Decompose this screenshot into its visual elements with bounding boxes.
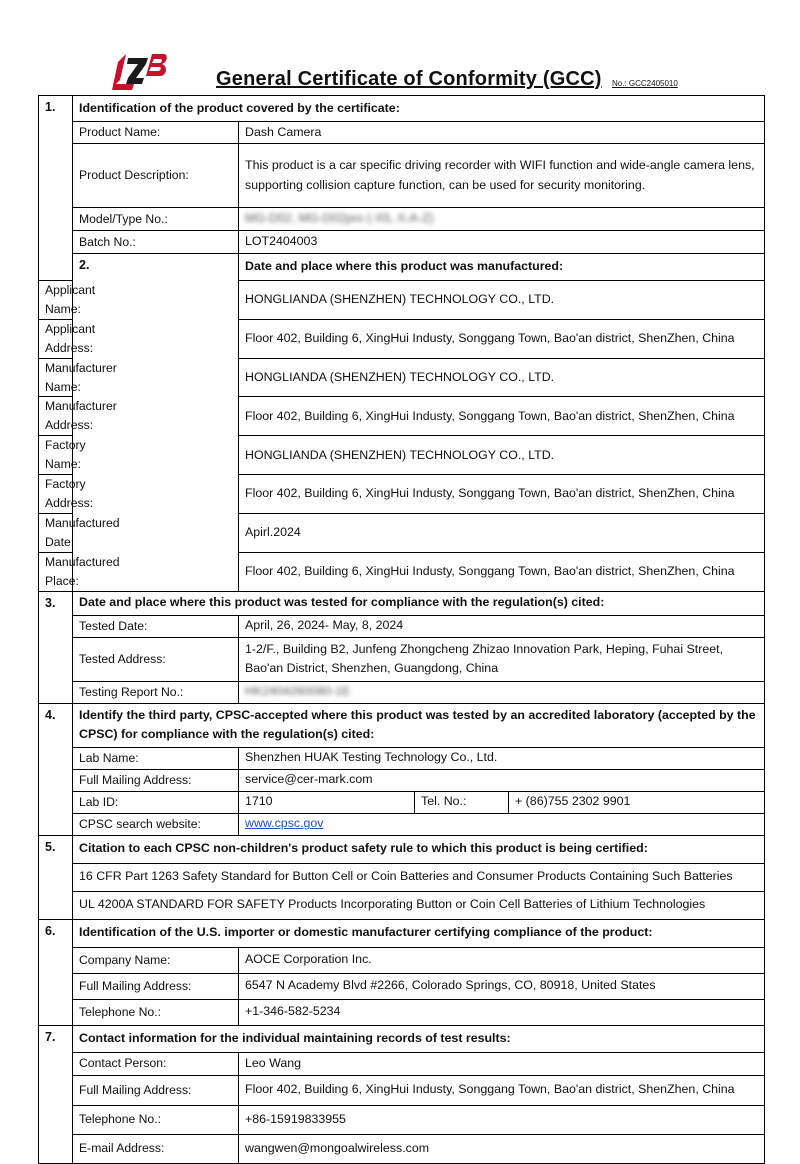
field-label: Full Mailing Address:	[73, 769, 239, 791]
field-label: Factory Name:	[39, 436, 73, 475]
section-number: 4.	[39, 703, 73, 835]
section-heading: Date and place where this product was manufactured:	[239, 254, 765, 281]
factory-address-value: Floor 402, Building 6, XingHui Industy, Songgang Town, Bao'an district, ShenZhen, China	[239, 475, 765, 514]
importer-address-value: 6547 N Academy Blvd #2266, Colorado Springs, CO, 80918, United States	[239, 973, 765, 999]
document-number: No.: GCC2405010	[612, 79, 678, 88]
product-description-value: This product is a car specific driving recorder with WIFI function and wide-angle camera lens, supporting collision capture function, can be used for security monitoring.	[239, 144, 765, 208]
field-label: Applicant Name:	[39, 281, 73, 320]
section-heading: Citation to each CPSC non-children's product safety rule to which this product is being certified:	[73, 835, 765, 863]
section-heading: Date and place where this product was tested for compliance with the regulation(s) cited:	[73, 591, 765, 615]
field-label: Company Name:	[73, 947, 239, 973]
field-label: Manufactured Date:	[39, 513, 73, 552]
section-number: 3.	[39, 591, 73, 703]
factory-name-value: HONGLIANDA (SHENZHEN) TECHNOLOGY CO., LTD.	[239, 436, 765, 475]
model-number-value: MG-D02, MG-D02pro (-X5, X-A-Z)	[245, 211, 434, 226]
field-label: Testing Report No.:	[73, 681, 239, 703]
lab-name-value: Shenzhen HUAK Testing Technology Co., Ltd.	[239, 747, 765, 769]
certificate-table	[38, 95, 765, 1164]
importer-telephone-value: +1-346-582-5234	[239, 999, 765, 1025]
importer-company-value: AOCE Corporation Inc.	[239, 947, 765, 973]
section-heading: Identification of the product covered by the certificate:	[73, 96, 765, 122]
field-label: Telephone No.:	[73, 1105, 239, 1134]
section-number: 7.	[39, 1025, 73, 1163]
field-label: Model/Type No.:	[73, 208, 239, 231]
safety-rule-item: UL 4200A STANDARD FOR SAFETY Products Incorporating Button or Coin Cell Batteries of Lithium Technologies	[73, 891, 765, 919]
company-logo	[112, 50, 168, 92]
contact-email-value: wangwen@mongoalwireless.com	[239, 1134, 765, 1163]
page-title: General Certificate of Conformity (GCC)	[216, 68, 602, 90]
field-label: Tested Address:	[73, 637, 239, 681]
tested-date-value: April, 26, 2024- May, 8, 2024	[239, 615, 765, 637]
contact-person-value: Leo Wang	[239, 1052, 765, 1075]
field-label: Manufacturer Name:	[39, 358, 73, 397]
product-name-value: Dash Camera	[239, 122, 765, 144]
field-label: Applicant Address:	[39, 319, 73, 358]
section-number: 1.	[39, 96, 73, 281]
field-label: Product Name:	[73, 122, 239, 144]
field-label: Batch No.:	[73, 231, 239, 254]
section-number: 6.	[39, 919, 73, 1025]
cpsc-website-link[interactable]: www.cpsc.gov	[245, 816, 324, 831]
certificate-header	[0, 0, 800, 95]
section-heading: Identification of the U.S. importer or domestic manufacturer certifying compliance of the product:	[73, 919, 765, 947]
manufacturer-address-value: Floor 402, Building 6, XingHui Industy, Songgang Town, Bao'an district, ShenZhen, China	[239, 397, 765, 436]
safety-rule-item: 16 CFR Part 1263 Safety Standard for Button Cell or Coin Batteries and Consumer Products Containing Such Batteries	[73, 863, 765, 891]
field-label: Tel. No.:	[415, 791, 509, 813]
applicant-address-value: Floor 402, Building 6, XingHui Industy, Songgang Town, Bao'an district, ShenZhen, China	[239, 319, 765, 358]
test-report-number-value: HK2404260080-1E	[245, 684, 351, 699]
applicant-name-value: HONGLIANDA (SHENZHEN) TECHNOLOGY CO., LTD.	[239, 281, 765, 320]
contact-address-value: Floor 402, Building 6, XingHui Industy, Songgang Town, Bao'an district, ShenZhen, China	[239, 1075, 765, 1105]
lab-email-value: service@cer-mark.com	[239, 769, 765, 791]
manufactured-place-value: Floor 402, Building 6, XingHui Industy, Songgang Town, Bao'an district, ShenZhen, China	[239, 552, 765, 591]
section-heading: Contact information for the individual maintaining records of test results:	[73, 1025, 765, 1052]
section-number: 2.	[73, 254, 239, 592]
field-label: Product Description:	[73, 144, 239, 208]
tested-address-value: 1-2/F., Building B2, Junfeng Zhongcheng Zhizao Innovation Park, Heping, Fuhai Street, Bao'an District, Shenzhen, Guangdong, China	[239, 637, 765, 681]
field-label: Lab ID:	[73, 791, 239, 813]
field-label: Contact Person:	[73, 1052, 239, 1075]
manufacturer-name-value: HONGLIANDA (SHENZHEN) TECHNOLOGY CO., LTD.	[239, 358, 765, 397]
batch-number-value: LOT2404003	[239, 231, 765, 254]
field-label: CPSC search website:	[73, 813, 239, 835]
field-label: Tested Date:	[73, 615, 239, 637]
lab-id-value: 1710	[239, 791, 415, 813]
field-label: Manufactured Place:	[39, 552, 73, 591]
manufactured-date-value: Apirl.2024	[239, 513, 765, 552]
field-label: Full Mailing Address:	[73, 1075, 239, 1105]
lab-telephone-value: + (86)755 2302 9901	[509, 791, 765, 813]
field-label: Full Mailing Address:	[73, 973, 239, 999]
section-heading: Identify the third party, CPSC-accepted where this product was tested by an accredited laboratory (accepted by the CPSC) for compliance with the regulation(s) cited:	[73, 703, 765, 747]
field-label: Factory Address:	[39, 475, 73, 514]
field-label: E-mail Address:	[73, 1134, 239, 1163]
contact-telephone-value: +86-15919833955	[239, 1105, 765, 1134]
section-number: 5.	[39, 835, 73, 919]
field-label: Telephone No.:	[73, 999, 239, 1025]
field-label: Manufacturer Address:	[39, 397, 73, 436]
field-label: Lab Name:	[73, 747, 239, 769]
